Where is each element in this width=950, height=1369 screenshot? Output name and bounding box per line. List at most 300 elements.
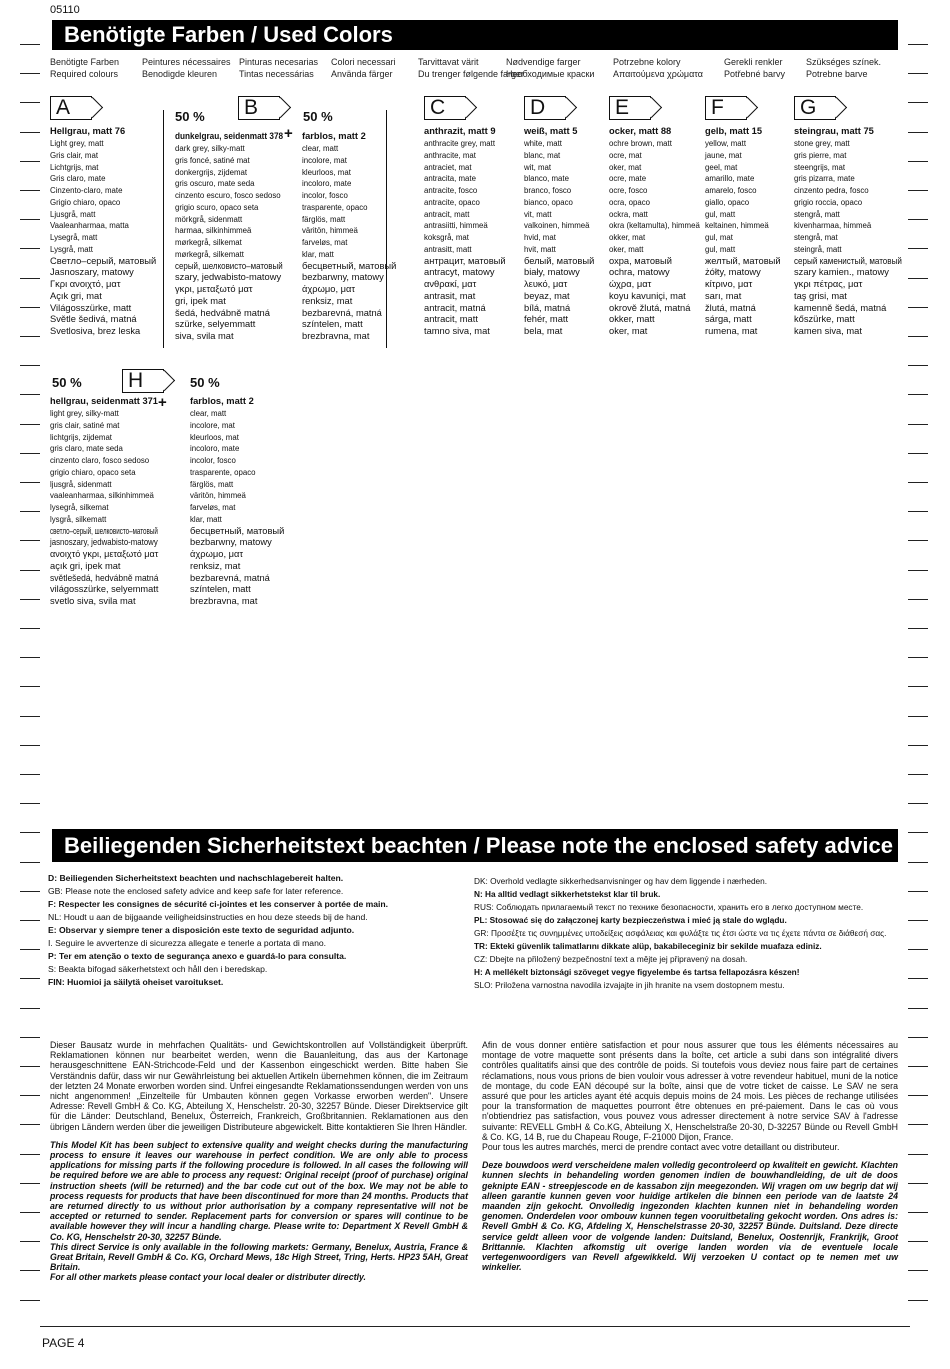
color-translation: antracite, opaco <box>424 197 480 207</box>
used-colors-title: Benötigte Farben / Used Colors <box>52 20 898 50</box>
margin-tick <box>20 920 40 921</box>
color-translation: cinzento escuro, fosco sedoso <box>175 191 281 200</box>
margin-tick <box>20 862 40 863</box>
color-translation: jasnoszary, jedwabisto-matowy <box>50 537 158 549</box>
margin-tick <box>20 102 40 103</box>
margin-tick <box>20 745 40 746</box>
service-en: This Model Kit has been subject to extensive quality and weight checks during the manufacturing process to ensure it leaves our warehouse in perfect condition. We are only able to process applications for missing parts if the following procedure is followed. In all cases the following will be required before we are able to process any request: Original receipt (proof of purchase) original instruction sheets (will be returned) and the bar code cut out of the box. We may not be able to process requests for products that have been discontinued for more than 24 months. Products that are returned directly to us without prior authorisation by a company representative will not be accepted or returned to sender. Replacement parts for conversion or spares will continue to be available however they will incur a handling charge. Please write to: Department X Revell GmbH & Co. KG, Henschelstr 20-30, 32257 Bünde. <box>50 1139 468 1242</box>
color-translation: rumena, mat <box>705 326 758 337</box>
color-translations <box>175 143 285 343</box>
color-translation: siva, svila mat <box>175 331 234 342</box>
language-header-cell <box>50 56 119 80</box>
color-translation: Açık gri, mat <box>50 290 102 302</box>
language-header-text: Required colours <box>50 69 119 79</box>
color-translation: mørkegrå, silkematt <box>175 249 244 259</box>
color-translation: incolore, mat <box>302 155 347 165</box>
language-header-text: Peintures nécessaires <box>142 57 231 67</box>
color-translation: väritön, himmeä <box>190 491 246 501</box>
service-nl: Deze bouwdoos werd verscheidene malen volledig gecontroleerd op kwaliteit en gewicht. Klachten kunnen slechts in behandeling worden genomen indien de bouwhandleiding, de uit de doos geknipte EAN - streepjescode en de kassabon zijn meegezonden. Wij vragen om uw begrip dat wij alleen garantie kunnen geven voor huidige artikelen die binnen een periode van de laatste 24 maanden zijn gekocht. Onvolledig ingezonden klachten kunnen niet in behandeling worden genomen. Onderdelen voor ombouw kunnen tegen vooruitbetaling gekocht worden. Ons adres is: Revell GmbH & Co. KG, Afdeling X, Henschelstrasse 20-30, 32257 Bünde. Duitsland. Deze directe service geldt alleen voor de volgende landen: Duitsland, Benelux, Oostenrijk, Frankrijk, Groot Brittannie. Klachten afkomstig uit overige landen worden via de eventuele locale vertegenwoordigers van Revell afgewikkeld. Wij verzoeken U contact op te nemen met uw winkelier. <box>482 1160 898 1273</box>
margin-tick <box>20 891 40 892</box>
color-translations <box>302 143 412 343</box>
margin-tick <box>20 570 40 571</box>
color-translation: antrasitt, matt <box>424 244 472 254</box>
margin-tick <box>908 920 928 921</box>
color-translation: серый, шелковисто–матовый <box>175 260 283 272</box>
color-translation: clear, matt <box>302 144 339 153</box>
color-letter-box <box>794 96 836 120</box>
color-translation: ocre, mat <box>609 150 642 160</box>
color-letter-box <box>705 96 747 120</box>
color-translation: gul, mat <box>705 233 733 242</box>
margin-tick <box>20 1124 40 1125</box>
color-translation: Vaaleanharmaa, matta <box>50 221 129 231</box>
color-name: anthrazit, matt 9 <box>424 126 496 137</box>
color-translation: Jasnoszary, matowy <box>50 267 134 279</box>
color-translation: антрацит, матовый <box>424 255 506 267</box>
color-translation: branco, fosco <box>524 186 572 195</box>
color-translation: klar, matt <box>302 249 334 259</box>
color-translation: sarı, mat <box>705 290 742 302</box>
color-translation: antrasiitti, himmeä <box>424 221 488 231</box>
color-translation: fehér, matt <box>524 314 569 326</box>
language-header-text: Pinturas necesarias <box>239 57 319 67</box>
margin-tick <box>20 949 40 950</box>
color-translation: kleurloos, mat <box>190 432 239 442</box>
margin-tick <box>908 1154 928 1155</box>
color-translation: kivenharmaa, himmeä <box>794 221 872 231</box>
margin-tick <box>20 1008 40 1009</box>
color-translation: incoloro, mate <box>190 444 240 454</box>
color-translation: stengrå, matt <box>794 209 840 219</box>
margin-tick <box>20 482 40 483</box>
color-translations <box>794 138 904 338</box>
color-translation: светло–серый, шелковисто–матовый <box>50 525 158 537</box>
color-translation: biały, matowy <box>524 267 580 279</box>
margin-tick <box>908 453 928 454</box>
margin-tick <box>20 1154 40 1155</box>
color-name: ocker, matt 88 <box>609 126 672 137</box>
color-translation: geel, mat <box>705 162 738 172</box>
margin-tick <box>908 832 928 833</box>
margin-tick <box>908 803 928 804</box>
color-translation: antracita, mate <box>424 174 476 184</box>
margin-tick <box>908 774 928 775</box>
color-translation: ocre, mate <box>609 174 647 184</box>
color-name: Hellgrau, matt 76 <box>50 126 126 137</box>
color-translation: antracite, fosco <box>424 186 478 195</box>
margin-tick <box>20 628 40 629</box>
color-translation: mörkgrå, sidenmatt <box>175 214 243 224</box>
color-translation: γκρι, μεταξωτό ματ <box>175 284 253 295</box>
color-translation: antraciet, mat <box>424 162 472 172</box>
color-name: dunkelgrau, seidenmatt 378 <box>175 131 284 142</box>
language-header-cell <box>613 56 703 80</box>
color-translation: Lichtgrijs, mat <box>50 162 99 172</box>
color-translation: bianco, opaco <box>524 197 573 207</box>
margin-tick <box>908 949 928 950</box>
margin-tick <box>20 44 40 45</box>
color-translation: oker, mat <box>609 162 642 172</box>
margin-tick <box>908 394 928 395</box>
margin-tick <box>20 716 40 717</box>
color-translation: Cinzento-claro, mate <box>50 186 123 195</box>
color-translation: gul, matt <box>705 244 736 254</box>
color-translation: jaune, mat <box>705 150 742 160</box>
language-header-text: Szükséges színek. <box>806 57 882 67</box>
color-translation: Светло–серый, матовый <box>50 255 157 267</box>
color-translation: ochre brown, matt <box>609 139 672 148</box>
color-translation: hvid, mat <box>524 233 556 242</box>
color-translation: Grigio chiaro, opaco <box>50 197 121 207</box>
color-translation: grigio scuro, opaco seta <box>175 202 259 212</box>
mix-percent: 50 % <box>303 109 333 124</box>
color-translation: açık gri, ipek mat <box>50 560 121 572</box>
color-letter: B <box>244 96 259 119</box>
color-translation: beyaz, mat <box>524 290 570 302</box>
color-translation: lysgrå, silkematt <box>50 514 107 524</box>
color-translation: gris claro, mate seda <box>50 444 123 454</box>
color-translation: amarillo, mate <box>705 174 755 184</box>
color-translation: brezbravna, mat <box>302 331 370 342</box>
margin-tick <box>20 1037 40 1038</box>
color-column <box>175 131 285 343</box>
service-text-left <box>50 1040 468 1291</box>
safety-line: PL: Stosować się do załączonej karty bezpieczeństwa i mieć ją stale do wglądu. <box>474 915 787 925</box>
color-translation: Ljusgrå, matt <box>50 209 96 219</box>
color-translation: koyu kavuniçi, mat <box>609 290 686 302</box>
color-translation: clear, matt <box>190 409 227 418</box>
bottom-rule <box>40 1326 910 1327</box>
color-translation: wit, mat <box>524 162 552 172</box>
color-letter: A <box>56 96 71 119</box>
color-translation: színtelen, matt <box>190 584 251 596</box>
safety-line: F: Respecter les consignes de sécurité ci-jointes et les conserver à portée de main. <box>48 899 389 909</box>
language-header-text: Необходимые краски <box>506 69 595 79</box>
language-header-text: Απαιτούμενα χρώματα <box>613 69 703 79</box>
margin-tick <box>20 1241 40 1242</box>
color-letter-box <box>609 96 651 120</box>
color-column <box>302 131 412 343</box>
color-translation: steengrijs, mat <box>794 162 846 172</box>
color-translation: kőszürke, matt <box>794 314 855 326</box>
color-translations <box>50 408 160 608</box>
margin-tick <box>908 1095 928 1096</box>
margin-tick <box>20 978 40 979</box>
color-translation: gris pizarra, mate <box>794 174 855 184</box>
margin-tick <box>908 1066 928 1067</box>
margin-tick <box>908 1270 928 1271</box>
color-translation: grigio chiaro, opaco seta <box>50 467 136 477</box>
color-letter-box <box>524 96 566 120</box>
margin-tick <box>908 307 928 308</box>
color-translation: antracit, matná <box>424 302 486 314</box>
language-header-text: Potřebné barvy <box>724 69 786 79</box>
color-translation: ocre, fosco <box>609 186 648 195</box>
color-translations <box>424 138 534 338</box>
margin-tick <box>20 1095 40 1096</box>
safety-line: RUS: Соблюдать прилагаемый текст по технике безопасности, хранить его в легко доступном месте. <box>474 902 864 912</box>
margin-tick <box>908 1212 928 1213</box>
margin-tick <box>908 482 928 483</box>
color-translation: incolor, fosco <box>302 191 348 200</box>
color-translation: antracyt, matowy <box>424 267 495 279</box>
safety-line: D: Beiliegenden Sicherheitstext beachten und nachschlagebereit halten. <box>48 873 344 883</box>
color-translation: gris oscuro, mate seda <box>175 179 255 189</box>
margin-tick <box>908 1037 928 1038</box>
color-translation: incolore, mat <box>190 420 235 430</box>
color-letter-box <box>50 96 92 120</box>
color-translation: Gris clair, mat <box>50 150 99 160</box>
margin-tick <box>20 248 40 249</box>
color-letter: F <box>711 96 724 119</box>
margin-tick <box>20 336 40 337</box>
color-translation: kleurloos, mat <box>302 167 351 177</box>
color-translation: kamenně šedá, matná <box>794 302 887 314</box>
color-translation: grigio roccia, opaco <box>794 197 863 207</box>
margin-tick <box>20 1300 40 1301</box>
margin-tick <box>20 774 40 775</box>
margin-tick <box>908 862 928 863</box>
margin-tick <box>20 686 40 687</box>
color-translations <box>50 138 160 338</box>
color-translation: ockra, matt <box>609 209 648 219</box>
mix-percent: 50 % <box>52 375 82 390</box>
safety-line: DK: Overhold vedlagte sikkerhedsanvisninger og hav dem liggende i nærheden. <box>474 876 768 886</box>
color-translation: ώχρα, ματ <box>609 279 652 290</box>
color-translation: kamen siva, mat <box>794 326 862 337</box>
color-translation: donkergrijs, zijdemat <box>175 167 248 177</box>
color-translation: yellow, matt <box>705 139 747 148</box>
margin-tick <box>908 1241 928 1242</box>
margin-tick <box>908 745 928 746</box>
language-header-cell <box>239 56 318 80</box>
color-translation: cinzento claro, fosco sedoso <box>50 456 150 465</box>
color-translation: vaaleanharmaa, silkinhimmeä <box>50 491 154 501</box>
color-translation: anthracite, mat <box>424 150 476 160</box>
margin-tick <box>908 365 928 366</box>
color-translation: giallo, opaco <box>705 197 750 207</box>
margin-tick <box>908 73 928 74</box>
safety-list-left <box>48 872 388 989</box>
color-translations <box>609 138 719 338</box>
color-translation: gris pierre, mat <box>794 150 847 160</box>
margin-tick <box>908 511 928 512</box>
margin-tick <box>908 278 928 279</box>
color-translation: klar, matt <box>190 514 222 524</box>
color-translation: бесцветный, матовый <box>302 260 397 272</box>
language-header-cell <box>142 56 231 80</box>
safety-line: FIN: Huomioi ja säilytä oheiset varoitukset. <box>48 977 224 987</box>
language-header-text: Potrzebne kolory <box>613 57 681 67</box>
color-translation: színtelen, matt <box>302 319 363 331</box>
margin-tick <box>908 570 928 571</box>
language-header-cell <box>331 56 396 80</box>
color-translation: oker, mat <box>609 326 648 337</box>
margin-tick <box>908 132 928 133</box>
color-column <box>50 396 160 608</box>
language-header-text: Tintas necessárias <box>239 69 314 79</box>
color-translation: färglös, matt <box>302 214 346 224</box>
color-translation: dark grey, silky-matt <box>175 144 245 153</box>
color-translation: желтый, матовый <box>705 255 781 267</box>
color-translation: ochra, matowy <box>609 267 670 279</box>
color-letter: C <box>430 96 446 119</box>
language-header-text: Benötigte Farben <box>50 57 120 67</box>
language-header-text: Använda färger <box>331 69 393 79</box>
color-translation: stone grey, matt <box>794 139 850 148</box>
margin-tick <box>908 44 928 45</box>
color-letter: D <box>530 96 546 119</box>
safety-line: P: Ter em atenção o texto de segurança anexo e guardá-lo para consulta. <box>48 951 347 961</box>
color-translation: Lysegrå, matt <box>50 233 98 242</box>
color-translation: gul, matt <box>705 209 736 219</box>
safety-line: N: Ha alltid vedlagt sikkerhetstekst klar til bruk. <box>474 889 661 899</box>
color-translation: stengrå, mat <box>794 233 838 242</box>
color-translation: hvit, matt <box>524 244 556 254</box>
safety-line: S: Beakta bifogad säkerhetstext och håll den i beredskap. <box>48 964 268 974</box>
margin-tick <box>20 190 40 191</box>
margin-tick <box>908 599 928 600</box>
color-translation: άχρωμο, ματ <box>190 549 244 560</box>
margin-tick <box>908 686 928 687</box>
service-fr-other: Pour tous les autres marchés, merci de prendre contact avec votre detaillant ou distributeur. <box>482 1142 840 1153</box>
color-translation: incolor, fosco <box>190 456 236 465</box>
color-translation: trasparente, opaco <box>302 202 368 212</box>
color-translation: oker, matt <box>609 244 644 254</box>
color-translation: bezbarwny, matowy <box>302 272 384 284</box>
color-letter: G <box>800 96 817 119</box>
language-header-text: Colori necessari <box>331 57 396 67</box>
margin-tick <box>908 1124 928 1125</box>
color-translation: koksgrå, mat <box>424 233 469 242</box>
color-column <box>190 396 300 608</box>
color-translation: világosszürke, selyemmatt <box>50 584 159 596</box>
language-header-text: Potrebne barve <box>806 69 868 79</box>
color-letter-box <box>122 369 164 393</box>
safety-title: Beiliegenden Sicherheitstext beachten / Please note the enclosed safety advice <box>52 829 898 862</box>
margin-tick <box>908 1300 928 1301</box>
margin-tick <box>20 219 40 220</box>
color-translation: okra (keltamulta), himmeä <box>609 221 700 231</box>
plus-sign: + <box>158 394 167 411</box>
margin-tick <box>20 453 40 454</box>
language-header-text: Du trenger følgende farger <box>418 69 525 79</box>
color-translation: ocra, opaco <box>609 197 651 207</box>
part-number: 05110 <box>50 4 80 16</box>
color-translation: steingrå, matt <box>794 244 842 254</box>
color-translation: light grey, silky-matt <box>50 409 119 418</box>
safety-line: TR: Ekteki güvenlik talimatlarını dikkate alüp, bakabileceginiz bir sekilde muafaza ediniz. <box>474 941 822 951</box>
service-en-other: For all other markets please contact your local dealer or distributer directly. <box>50 1272 366 1283</box>
color-translation: mørkegrå, silkemat <box>175 238 242 247</box>
color-translation: bela, mat <box>524 326 563 337</box>
color-translation: szary, jedwabisto-matowy <box>175 272 282 284</box>
language-header-text: Tarvittavat värit <box>418 57 479 67</box>
margin-tick <box>908 248 928 249</box>
margin-tick <box>20 803 40 804</box>
color-letter: E <box>615 96 630 119</box>
color-translation: antrasit, mat <box>424 290 476 302</box>
mix-bracket-line <box>163 110 164 348</box>
color-translation: farveløs, mat <box>190 503 236 512</box>
color-translation: valkoinen, himmeä <box>524 221 590 231</box>
color-translation: harmaa, silkinhimmeä <box>175 226 252 236</box>
color-translation: lichtgrijs, zijdemat <box>50 432 113 442</box>
color-name: farblos, matt 2 <box>190 396 254 407</box>
mix-percent: 50 % <box>175 109 205 124</box>
color-translation: trasparente, opaco <box>190 467 256 477</box>
safety-line: NL: Houdt u aan de bijgaande veiligheidsinstructies en hou deze steeds bij de hand. <box>48 912 368 922</box>
color-column <box>424 126 534 338</box>
color-translation: bezbarevná, matná <box>190 572 270 584</box>
color-translation: väritön, himmeä <box>302 226 358 236</box>
margin-tick <box>20 832 40 833</box>
color-translation: бесцветный, матовый <box>190 525 285 537</box>
color-translation: keltainen, himmeä <box>705 221 769 231</box>
service-de: Dieser Bausatz wurde in mehrfachen Qualitäts- und Gewichtskontrollen auf Vollständigkeit überprüft. Reklamationen können nur bearbeitet werden, wenn die Bauanleitung, das aus der Kartonage herausgeschnittene EAN-Strichcode-Feld und der Kassenbon eingeschickt werden. Bitte haben Sie Verständnis dafür, dass wir nur Gewährleistung bei aktuellen Artikeln übernehmen können, die im Zeitraum der letzten 24 Monate erworben worden sind. Unfrei eingesandte Reklamationssendungen werden von uns nicht angenommen! „Einzelteile für Umbauten können gegen Vorkasse erworben werden". Unsere Adresse: Revell GmbH & Co. KG, Abteilung X, Henschelstr. 20-30, 32257 Bünde. Dieser Direktservice gilt für die Länder: Deutschland, Benelux, Österreich, Frankreich, Großbritannien. Reklamationen aus den übrigen Ländern werden über die jeweiligen Distributeure abgewickelt. Bitte kontaktieren Sie Ihren Händler. <box>50 1040 468 1132</box>
language-header-text: Gerekli renkler <box>724 57 783 67</box>
color-translation: šedá, hedvábně matná <box>175 307 270 319</box>
safety-line: I. Seguire le avvertenze di sicurezza allegate e tenerle a portata di mano. <box>48 938 327 948</box>
service-en-markets: This direct Service is only available in the following markets: Germany, Benelux, Austria, France & Great Britain, Revell GmbH & Co. KG, Orchard Mews, 18c High Street, Tring, Herts. HP23 5AH, Great Britain. <box>50 1241 468 1273</box>
color-translation: żółty, matowy <box>705 267 761 279</box>
language-header-cell <box>506 56 594 80</box>
color-translation: incoloro, mate <box>302 179 352 189</box>
color-translation: Světle šedivá, matná <box>50 314 137 326</box>
color-translation: Svetlosiva, brez leska <box>50 326 141 337</box>
color-translation: ljusgrå, sidenmatt <box>50 479 112 489</box>
margin-tick <box>908 190 928 191</box>
color-translation: farveløs, mat <box>302 238 348 247</box>
margin-tick <box>908 978 928 979</box>
color-translation: Light grey, matt <box>50 139 104 148</box>
color-translation: tamno siva, mat <box>424 326 490 337</box>
margin-tick <box>20 365 40 366</box>
safety-line: GB: Please note the enclosed safety advice and keep safe for later reference. <box>48 886 344 896</box>
color-translation: brezbravna, mat <box>190 596 258 607</box>
color-column <box>794 126 904 338</box>
margin-tick <box>908 102 928 103</box>
margin-tick <box>20 161 40 162</box>
color-translation: renksiz, mat <box>190 560 241 572</box>
color-translation: gris foncé, satiné mat <box>175 155 250 165</box>
margin-tick <box>908 628 928 629</box>
margin-tick <box>20 657 40 658</box>
color-translation: κίτρινο, ματ <box>705 279 753 290</box>
color-name: steingrau, matt 75 <box>794 126 874 137</box>
margin-tick <box>908 1183 928 1184</box>
margin-tick <box>20 278 40 279</box>
margin-tick <box>908 891 928 892</box>
margin-tick <box>908 716 928 717</box>
color-letter: H <box>128 369 144 392</box>
language-header-cell <box>724 56 785 80</box>
color-translation: szary kamien., matowy <box>794 267 889 279</box>
color-translation: okker, mat <box>609 233 646 242</box>
color-translation: antracit, matt <box>424 314 478 326</box>
color-translation: серый каменистый, матовый <box>794 255 902 267</box>
safety-line: H: A mellékelt biztonsági szöveget vegye figyelembe és tartsa fellapozásra készen! <box>474 967 800 977</box>
safety-line: E: Observar y siempre tener a disposición este texto de seguridad adjunto. <box>48 925 355 935</box>
margin-tick <box>20 1270 40 1271</box>
color-letter-box <box>238 96 280 120</box>
margin-tick <box>20 394 40 395</box>
color-column <box>609 126 719 338</box>
color-translation: Világosszürke, matt <box>50 302 132 314</box>
color-translation: bezbarwny, matowy <box>190 537 272 549</box>
color-translation: белый, матовый <box>524 255 595 267</box>
color-translation: white, matt <box>524 139 562 148</box>
